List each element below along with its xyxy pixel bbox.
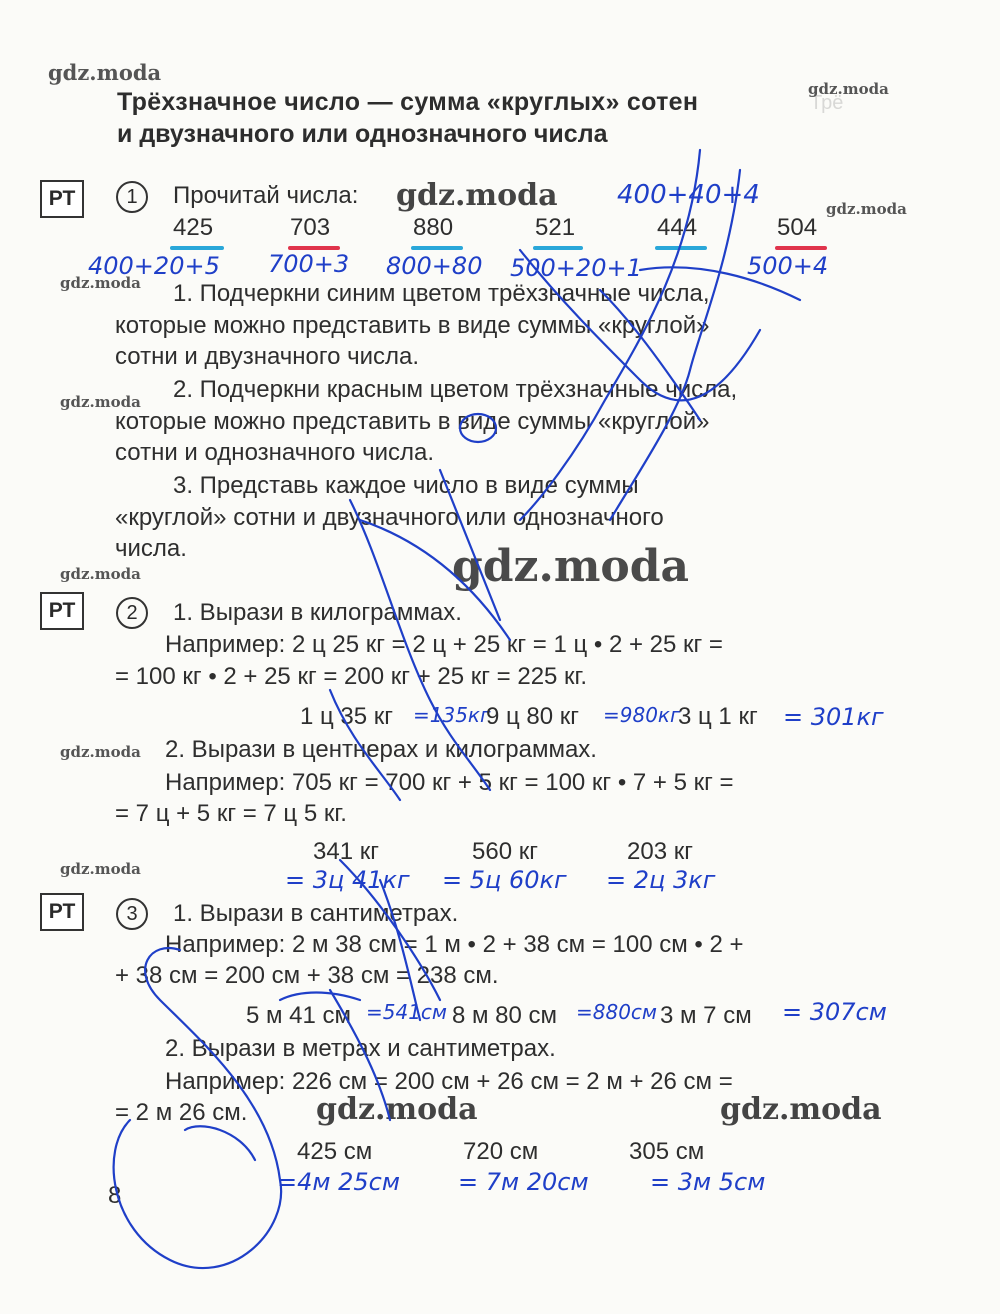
task-text: «круглой» сотни и двузначного или однозначного: [115, 504, 664, 531]
handwritten-answer: 700+3: [268, 250, 350, 278]
watermark: gdz.moda: [60, 565, 141, 583]
task-item: 3 м 7 см: [660, 1002, 752, 1029]
scribble-line: [185, 1126, 255, 1160]
task-text: которые можно представить в виде суммы «круглой»: [115, 312, 710, 339]
number-item: 444: [657, 214, 698, 241]
handwritten-answer: =980кг: [603, 703, 681, 727]
section-title: [117, 86, 917, 150]
task-text: сотни и однозначного числа.: [115, 439, 434, 466]
watermark: gdz.moda: [48, 60, 162, 85]
example-text: Например: 2 ц 25 кг = 2 ц + 25 кг = 1 ц • 2 + 25 кг =: [165, 631, 723, 658]
workbook-badge: РТ: [40, 592, 84, 630]
number-item: 703: [290, 214, 331, 241]
example-text: + 38 см = 200 см + 38 см = 238 см.: [115, 962, 499, 989]
underline-mark: [170, 246, 224, 250]
exercise-number: 1: [116, 181, 148, 213]
task-item: 8 м 80 см: [452, 1002, 558, 1029]
watermark: gdz.moda: [826, 200, 907, 218]
watermark: gdz.moda: [60, 743, 141, 761]
handwritten-answer: =135кг: [413, 703, 491, 727]
handwritten-answer: = 5ц 60кг: [442, 866, 567, 894]
exercise-number: 3: [116, 898, 148, 930]
example-text: Например: 226 см = 200 см + 26 см = 2 м + 26 см =: [165, 1068, 733, 1095]
handwritten-answer: = 307см: [782, 998, 887, 1026]
handwritten-answer: =4м 25см: [277, 1168, 400, 1196]
example-text: = 2 м 26 см.: [115, 1099, 248, 1126]
task-text: числа.: [115, 535, 187, 562]
task-item: 1 ц 35 кг: [300, 703, 394, 730]
handwritten-answer: = 2ц 3кг: [606, 866, 716, 894]
workbook-badge: РТ: [40, 180, 84, 218]
number-item: 521: [535, 214, 576, 241]
task-item: 425 см: [297, 1138, 373, 1165]
task-item: 3 ц 1 кг: [678, 703, 758, 730]
handwritten-answer: = 7м 20см: [458, 1168, 589, 1196]
watermark: gdz.moda: [316, 1092, 478, 1127]
handwritten-answer: = 301кг: [783, 703, 884, 731]
task-item: 9 ц 80 кг: [486, 703, 580, 730]
task-item: 720 см: [463, 1138, 539, 1165]
task-text: которые можно представить в виде суммы «круглой»: [115, 408, 710, 435]
example-text: Например: 2 м 38 см = 1 м • 2 + 38 см = 100 см • 2 +: [165, 931, 744, 958]
task-text: 1. Вырази в килограммах.: [173, 599, 462, 626]
task-text: 1. Подчеркни синим цветом трёхзначные числа,: [173, 280, 710, 307]
task-item: 560 кг: [472, 838, 538, 865]
number-item: 880: [413, 214, 454, 241]
example-text: = 100 кг • 2 + 25 кг = 200 кг + 25 кг = 225 кг.: [115, 663, 588, 690]
handwritten-answer: = 3м 5см: [650, 1168, 766, 1196]
watermark: gdz.moda: [720, 1092, 882, 1127]
watermark: gdz.moda: [60, 393, 141, 411]
task-item: 5 м 41 см: [246, 1002, 352, 1029]
handwritten-answer: 800+80: [386, 252, 483, 280]
watermark: gdz.moda: [808, 80, 889, 98]
handwritten-answer: =880см: [576, 1000, 658, 1024]
example-text: = 7 ц + 5 кг = 7 ц 5 кг.: [115, 800, 347, 827]
task-text: сотни и двузначного числа.: [115, 343, 420, 370]
watermark: gdz.moda: [452, 541, 690, 592]
example-text: Например: 705 кг = 700 кг + 5 кг = 100 кг • 7 + 5 кг =: [165, 769, 734, 796]
number-item: 504: [777, 214, 818, 241]
page-number: 8: [108, 1182, 122, 1209]
task-item: 341 кг: [313, 838, 379, 865]
watermark: gdz.moda: [60, 274, 141, 292]
underline-mark: [775, 246, 827, 250]
task-item: 203 кг: [627, 838, 693, 865]
task-text: 2. Вырази в центнерах и килограммах.: [165, 736, 597, 763]
task-text: 2. Вырази в метрах и сантиметрах.: [165, 1035, 556, 1062]
exercise-number: 2: [116, 597, 148, 629]
handwritten-answer: 500+20+1: [510, 254, 642, 282]
underline-mark: [655, 246, 707, 250]
task-text: 1. Вырази в сантиметрах.: [173, 900, 459, 927]
handwritten-answer: = 3ц 41кг: [285, 866, 410, 894]
watermark: gdz.moda: [60, 860, 141, 878]
handwritten-answer: 400+20+5: [88, 252, 220, 280]
task-text: 3. Представь каждое число в виде суммы: [173, 472, 639, 499]
handwritten-answer: 400+40+4: [617, 180, 760, 210]
number-item: 425: [173, 214, 214, 241]
task-text: 2. Подчеркни красным цветом трёхзначные числа,: [173, 376, 738, 403]
scribble-line: [280, 993, 360, 1001]
exercise-prompt: Прочитай числа:: [173, 182, 359, 209]
task-item: 305 см: [629, 1138, 705, 1165]
handwritten-answer: =541см: [366, 1000, 448, 1024]
watermark: gdz.moda: [396, 178, 558, 213]
underline-mark: [411, 246, 463, 250]
workbook-badge: РТ: [40, 893, 84, 931]
title-line: Трёхзначное число — сумма «круглых» сотен: [117, 88, 699, 116]
underline-mark: [533, 246, 583, 250]
handwritten-answer: 500+4: [747, 252, 829, 280]
title-line: и двузначного или однозначного числа: [117, 120, 608, 148]
bleed-through-text: Трё: [810, 92, 844, 114]
